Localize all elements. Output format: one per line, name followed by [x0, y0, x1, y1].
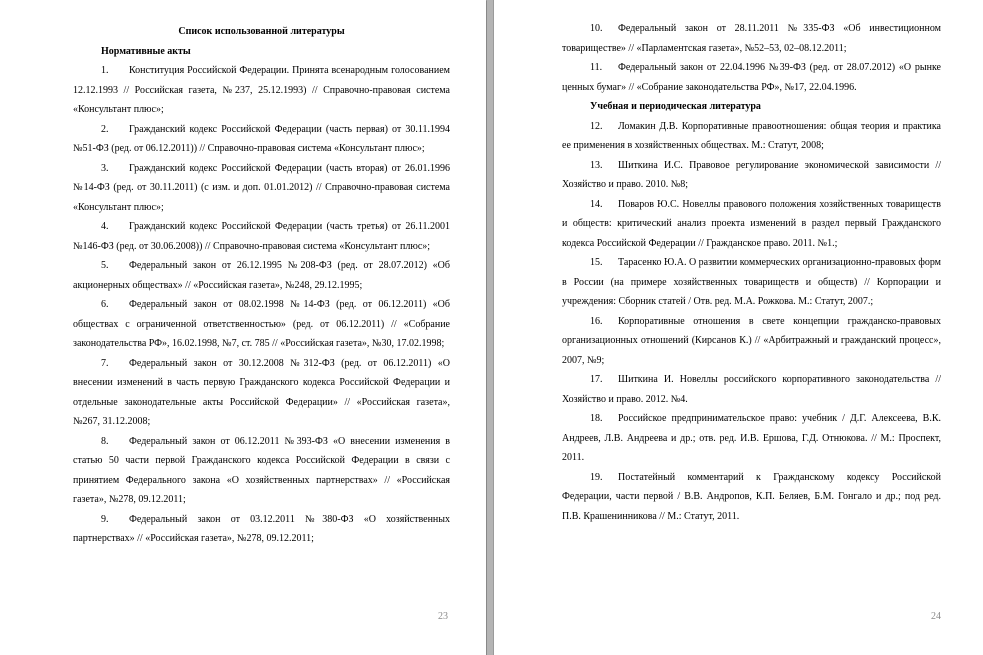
entry-text: Поваров Ю.С. Новеллы правового положения хозяйственных товариществ и обществ: критический анализ проекта изменений в раздел первый Гражданского кодекса Российской Федерации // Гражданское право. 2011. №1.; — [562, 198, 941, 249]
entry-text: Постатейный комментарий к Гражданскому кодексу Российской Федерации, части первой / В.В. Андропов, К.П. Беляев, Б.М. Гонгало и др.; под ред. П.В. Крашенинникова // М.: Статут, 2011. — [562, 471, 941, 522]
bibliography-entry — [73, 510, 450, 549]
entry-number: 3. — [101, 162, 109, 174]
entry-list — [562, 19, 941, 97]
section-heading-normative: Нормативные акты — [101, 45, 191, 57]
entry-text: Гражданский кодекс Российской Федерации (часть первая) от 30.11.1994 №51-ФЗ (ред. от 06.12.2011)) // Справочно-правовая система «Консультант плюс»; — [73, 123, 450, 154]
entry-text: Федеральный закон от 26.12.1995 №208-ФЗ (ред. от 28.07.2012) «Об акционерных обществах» // «Российская газета», №248, 29.12.1995; — [73, 260, 450, 291]
bibliography-entry — [73, 159, 450, 218]
bibliography-entry — [73, 295, 450, 354]
entry-text: Федеральный закон от 22.04.1996 №39-ФЗ (ред. от 28.07.2012) «О рынке ценных бумаг» // «Собрание законодательства РФ», №17, 22.04.1996. — [562, 62, 941, 93]
entry-number: 14. — [590, 198, 603, 210]
page-content — [73, 22, 450, 549]
entry-text: Федеральный закон от 30.12.2008 №312-ФЗ (ред. от 06.12.2011) «О внесении изменений в часть первую Гражданского кодекса Российской Федерации и отдельные законодательные акты Российской Федерации» // «Российская газета», №267, 31.12.2008; — [73, 357, 450, 427]
bibliography-entry — [73, 217, 450, 256]
entry-number: 13. — [590, 159, 603, 171]
entry-number: 6. — [101, 299, 109, 310]
entry-text: Федеральный закон от 28.11.2011 №335-ФЗ «Об инвестиционном товариществе» // «Парламентская газета», №52–53, 02–08.12.2011; — [562, 23, 941, 54]
document-page-right — [494, 0, 983, 655]
entry-number: 5. — [101, 260, 109, 271]
bibliography-entry — [562, 58, 941, 97]
entry-number: 4. — [101, 221, 109, 232]
entry-text: Корпоративные отношения в свете концепции гражданско-правовых организационных отношений (Кирсанов К.) // «Арбитражный и гражданский процесс», 2007, №9; — [562, 315, 941, 366]
entry-number: 10. — [590, 23, 603, 34]
entry-number: 1. — [101, 65, 109, 76]
entry-number: 19. — [590, 471, 603, 483]
entry-text: Гражданский кодекс Российской Федерации (часть третья) от 26.11.2001 №146-ФЗ (ред. от 30.06.2008)) // Справочно-правовая система «Консультант плюс»; — [73, 221, 450, 252]
bibliography-entry — [562, 195, 941, 254]
entry-number: 2. — [101, 123, 109, 135]
entry-text: Шиткина И. Новеллы российского корпоративного законодательства // Хозяйство и право. 2012. №4. — [562, 374, 941, 405]
bibliography-entry — [562, 409, 941, 468]
entry-list — [73, 61, 450, 549]
entry-text: Шиткина И.С. Правовое регулирование экономической зависимости // Хозяйство и право. 2010. №8; — [562, 159, 941, 190]
page-number: 24 — [931, 611, 941, 622]
section-heading-literature: Учебная и периодическая литература — [590, 101, 761, 112]
entry-text: Гражданский кодекс Российской Федерации (часть вторая) от 26.01.1996 №14-ФЗ (ред. от 30.11.2011) (с изм. и доп. 01.01.2012) // Справочно-правовая система «Консультант плюс»; — [73, 162, 450, 213]
entry-text: Федеральный закон от 06.12.2011 №393-ФЗ «О внесении изменения в статью 50 части первой Гражданского кодекса Российской Федерации в связи с принятием Федерального закона «О хозяйственных партнерствах» // «Российская газета», №278, 09.12.2011; — [73, 435, 450, 505]
entry-number: 17. — [590, 374, 603, 385]
entry-text: Федеральный закон от 03.12.2011 №380-ФЗ «О хозяйственных партнерствах» // «Российская газета», №278, 09.12.2011; — [73, 513, 450, 544]
entry-text: Тарасенко Ю.А. О развитии коммерческих организационно-правовых форм в России (на примере хозяйственных товариществ и обществ) // Корпорации и учреждения: Сборник статей / Отв. ред. М.А. Рожкова. М.: Статут, 2007.; — [562, 257, 941, 307]
entry-text: Российское предпринимательское право: учебник / Д.Г. Алексеева, В.К. Андреев, Л.В. Андреева и др.; отв. ред. И.В. Ершова, Г.Д. Отнюкова. // М.: Проспект, 2011. — [562, 413, 941, 463]
bibliography-entry — [562, 253, 941, 312]
bibliography-title: Список использованной литературы — [178, 26, 345, 37]
bibliography-entry — [562, 156, 941, 195]
bibliography-entry — [562, 117, 941, 156]
bibliography-entry — [562, 19, 941, 58]
entry-number: 9. — [101, 513, 109, 525]
bibliography-entry — [73, 61, 450, 120]
document-page-left — [0, 0, 486, 655]
entry-list — [562, 117, 941, 527]
entry-text: Федеральный закон от 08.02.1998 №14-ФЗ (ред. от 06.12.2011) «Об обществах с ограниченной ответственностью» (ред. от 06.12.2011) // «Собрание законодательства РФ», 16.02.1998, №7, ст. 785 // «Российская газета», №30, 17.02.1998; — [73, 299, 450, 349]
bibliography-entry — [562, 370, 941, 409]
bibliography-entry — [73, 432, 450, 510]
bibliography-entry — [73, 354, 450, 432]
entry-text: Ломакин Д.В. Корпоративные правоотношения: общая теория и практика ее применения в хозяйственных обществах. М.: Статут, 2008; — [562, 120, 941, 151]
bibliography-entry — [562, 312, 941, 371]
bibliography-entry — [73, 120, 450, 159]
entry-text: Конституция Российской Федерации. Принята всенародным голосованием 12.12.1993 // Российская газета, №237, 25.12.1993) // Справочно-правовая система «Консультант плюс»; — [73, 65, 450, 115]
entry-number: 8. — [101, 435, 109, 447]
page-number: 23 — [438, 611, 448, 622]
entry-number: 12. — [590, 120, 603, 132]
entry-number: 7. — [101, 357, 109, 369]
entry-number: 16. — [590, 315, 603, 327]
bibliography-entry — [562, 468, 941, 527]
page-content — [562, 19, 941, 526]
entry-number: 11. — [590, 62, 603, 73]
bibliography-entry — [73, 256, 450, 295]
entry-number: 18. — [590, 413, 603, 424]
entry-number: 15. — [590, 257, 603, 268]
